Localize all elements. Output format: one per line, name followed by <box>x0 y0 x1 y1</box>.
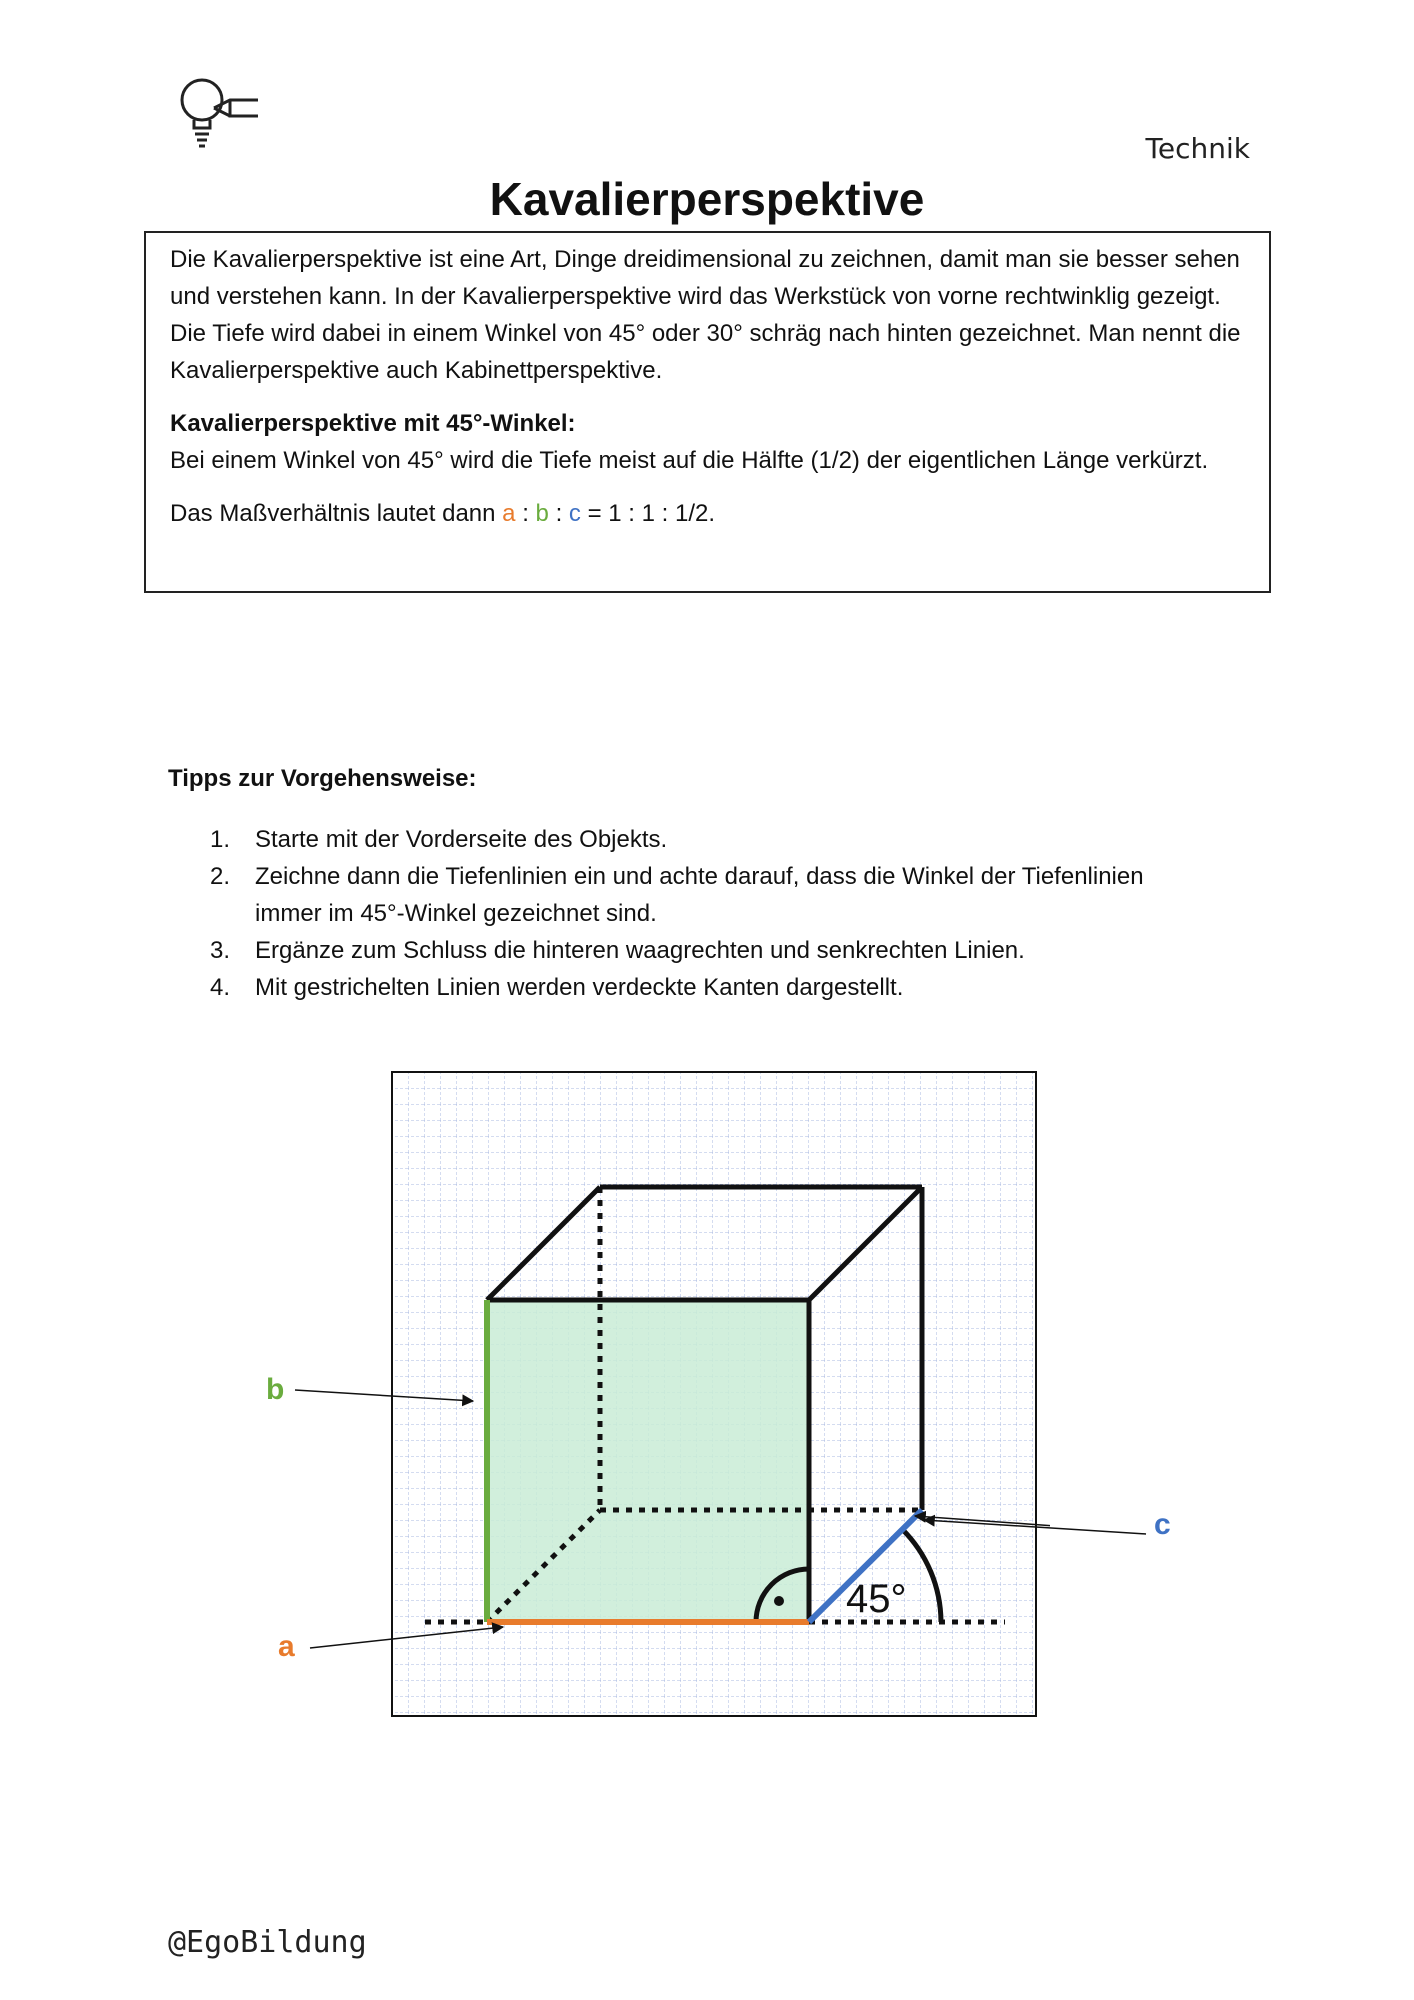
subject-label: Technik <box>1145 132 1250 165</box>
angle-label: 45° <box>846 1577 907 1621</box>
info-box <box>144 231 1271 593</box>
intro-paragraph: Die Kavalierperspektive ist eine Art, Dinge dreidimensional zu zeichnen, damit man sie besser sehen und verstehen kann. In der Kavalierperspektive wird das Werkstück von vorne rechtwinklig gezeigt. Die Tiefe wird dabei in einem Winkel von 45° oder 30° schräg nach hinten gezeichnet. Man nennt die Kavalierperspektive auch Kabinettperspektive. <box>170 246 1241 384</box>
rule-paragraph <box>170 405 1245 479</box>
list-text: Ergänze zum Schluss die hinteren waagrechten und senkrechten Linien. <box>255 937 1025 964</box>
arrow-c-pointer <box>900 1500 1160 1540</box>
rule-subheading: Kavalierperspektive mit 45°-Winkel: <box>170 410 576 437</box>
ratio-a: a <box>502 500 516 527</box>
page-title: Kavalierperspektive <box>489 173 925 225</box>
list-number: 4. <box>210 974 231 1001</box>
list-text: Zeichne dann die Tiefenlinien ein und achte darauf, dass die Winkel der Tiefenlinien immer im 45°-Winkel gezeichnet sind. <box>255 863 1144 927</box>
footer-handle: @EgoBildung <box>168 1925 367 1960</box>
list-item <box>200 969 1200 1006</box>
list-text: Starte mit der Vorderseite des Objekts. <box>255 826 668 853</box>
ratio-prefix: Das Maßverhältnis lautet dann <box>170 500 503 527</box>
list-item <box>200 858 1200 932</box>
list-number: 3. <box>210 937 231 964</box>
ratio-paragraph <box>170 495 1245 532</box>
label-a: a <box>278 1630 295 1663</box>
ratio-sep-2: : <box>548 500 569 527</box>
ratio-b: b <box>535 500 549 527</box>
tips-list <box>200 821 1200 1006</box>
list-number: 2. <box>210 863 231 890</box>
list-item <box>200 932 1200 969</box>
rule-text: Bei einem Winkel von 45° wird die Tiefe meist auf die Hälfte (1/2) der eigentlichen Länge verkürzt. <box>170 447 1209 474</box>
list-item <box>200 821 1200 858</box>
cavalier-cube-figure <box>260 1064 1050 1724</box>
label-c: c <box>1154 1508 1171 1541</box>
lightbulb-pen-icon <box>172 72 262 162</box>
ratio-suffix: = 1 : 1 : 1/2. <box>580 500 716 527</box>
list-text: Mit gestrichelten Linien werden verdeckte Kanten dargestellt. <box>255 974 904 1001</box>
tips-heading: Tipps zur Vorgehensweise: <box>168 765 477 792</box>
ratio-sep-1: : <box>515 500 536 527</box>
list-number: 1. <box>210 826 231 853</box>
label-b: b <box>266 1373 285 1406</box>
ratio-c: c <box>568 500 581 527</box>
